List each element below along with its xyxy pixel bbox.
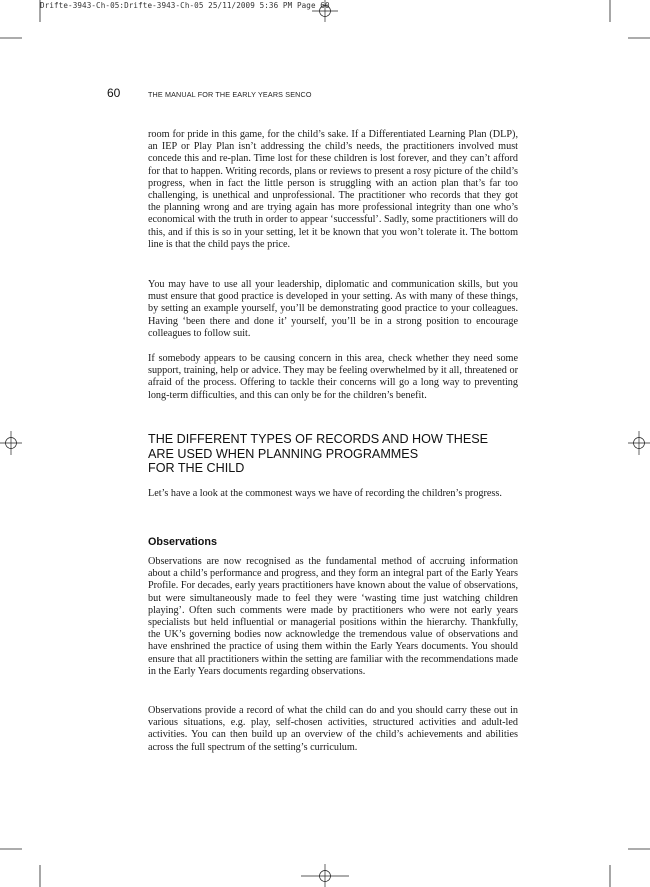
section-heading-line-3: FOR THE CHILD bbox=[148, 461, 245, 476]
section-heading-line-2: ARE USED WHEN PLANNING PROGRAMMES bbox=[148, 446, 419, 461]
running-title: THE MANUAL FOR THE EARLY YEARS SENCO bbox=[148, 90, 312, 99]
registration-mark-right bbox=[628, 431, 650, 455]
section-heading-line-1: THE DIFFERENT TYPES OF RECORDS AND HOW THESE bbox=[148, 432, 489, 446]
print-slug: Drifte-3943-Ch-05:Drifte-3943-Ch-05 25/11/2009 5:36 PM Page 60 bbox=[40, 1, 330, 10]
section-heading bbox=[148, 432, 508, 476]
paragraph-observations-1: Observations are now recognised as the fundamental method of accruing information about a child’s performance and progress, and they form an integral part of the Early Years Profile. For decades, early years practitioners have known about the value of observations, but were simultaneously made to feel they were ‘wasting time just watching children playing’. Often such comments were made by practitioners who were not early years specialists but held influential or managerial positions within the hierarchy. Thankfully, the UK’s governing bodies now acknowledge the tremendous value of observations and have enshrined the practice of using them within the Early Years documents. You should ensure that all practitioners within the setting are familiar with the recommendations made in the Early Years documents regarding observations. bbox=[148, 556, 518, 677]
registration-mark-top bbox=[312, 0, 338, 22]
paragraph-pride: room for pride in this game, for the child’s sake. If a Differentiated Learning Plan (DLP), an IEP or Play Plan isn’t addressing the child’s needs, the practitioners involved must concede this and re-plan. Time lost for these children is lost forever, and they can’t afford for that to happen. Writing records, plans or reviews to present a rosy picture of the child’s progress, when in fact the little person is struggling with an action plan that’s far too challenging, is unethical and unprofessional. The practitioner who records that they got the planning wrong and are trying again has more professional integrity than one who’s economical with the truth in order to appear ‘successful’. Sadly, some practitioners will do this, and if this is so in your setting, let it be known that you won’t tolerate it. The bottom line is that the child pays the price. bbox=[148, 129, 518, 250]
paragraph-concern: If somebody appears to be causing concern in this area, check whether they need some support, training, help or advice. They may be feeling overwhelmed by it all, threatened or afraid of the process. Offering to tackle their concerns will go a long way to preventing long-term difficulties, and this can only be for the children’s benefit. bbox=[148, 353, 518, 401]
section-intro: Let’s have a look at the commonest ways we have of recording the children’s progress. bbox=[148, 488, 502, 499]
paragraph-observations-2: Observations provide a record of what the child can do and you should carry these out in various situations, e.g. play, self-chosen activities, structured activities and adult-led activities. You can then build up an overview of the child’s achievements and abilities across the full spectrum of the setting’s curriculum. bbox=[148, 705, 518, 753]
observations-heading: Observations bbox=[148, 536, 218, 548]
page-number: 60 bbox=[107, 86, 121, 100]
paragraph-leadership: You may have to use all your leadership, diplomatic and communication skills, but you must ensure that good practice is developed in your setting. As with many of these things, by setting an example yourself, you’ll be demonstrating good practice to your colleagues. Having ‘been there and done it’ yourself, you’ll be in a strong position to encourage colleagues to follow suit. bbox=[148, 279, 518, 339]
registration-mark-left bbox=[0, 431, 22, 455]
registration-mark-bottom bbox=[301, 864, 349, 887]
